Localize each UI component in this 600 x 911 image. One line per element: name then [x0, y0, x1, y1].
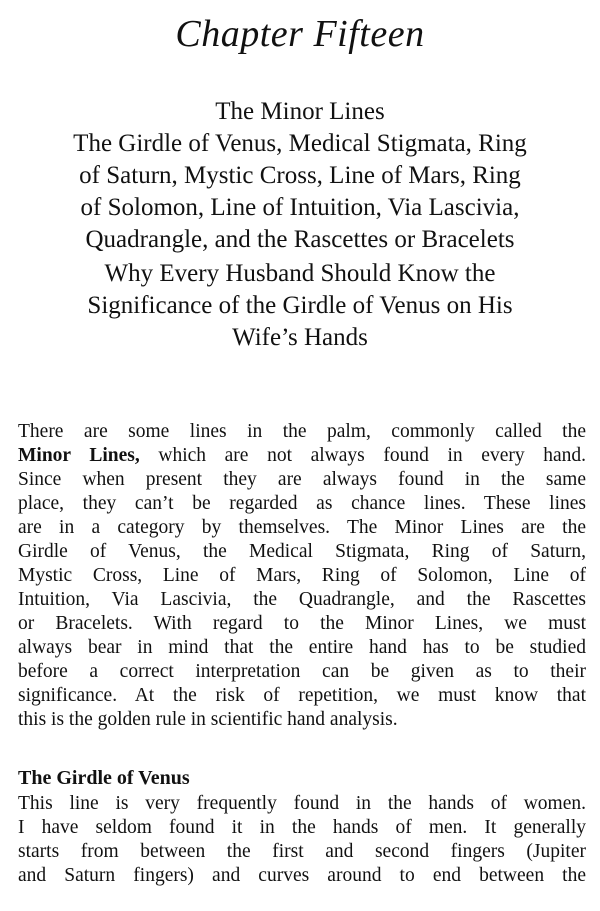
paragraph-line: Girdle of Venus, the Medical Stigmata, Ring of Saturn, [18, 541, 586, 562]
paragraph-line: This line is very frequently found in the hands of women. [18, 793, 586, 814]
subheading-line: Significance of the Girdle of Venus on His [87, 292, 513, 319]
heading-line: of Saturn, Mystic Cross, Line of Mars, Ring [79, 162, 521, 189]
paragraph-line: always bear in mind that the entire hand has to be studied [18, 637, 586, 658]
paragraph-line: starts from between the first and second fingers (Jupiter [18, 841, 586, 862]
subheading-line: Wife’s Hands [232, 324, 368, 351]
chapter-title: Chapter Fifteen [175, 13, 425, 55]
chapter-subheading [0, 258, 600, 354]
heading-line: The Minor Lines [215, 98, 385, 125]
chapter-heading [0, 96, 600, 256]
paragraph-line: significance. At the risk of repetition, we must know that [18, 685, 586, 706]
section-heading: The Girdle of Venus [18, 767, 190, 789]
intro-paragraph [18, 420, 586, 732]
paragraph-line: There are some lines in the palm, commonly called the [18, 421, 586, 442]
paragraph-line: Mystic Cross, Line of Mars, Ring of Solomon, Line of [18, 565, 586, 586]
paragraph-line: place, they can’t be regarded as chance lines. These lines [18, 493, 586, 514]
paragraph-line: before a correct interpretation can be given as to their [18, 661, 586, 682]
paragraph-line: Since when present they are always found in the same [18, 469, 586, 490]
minor-lines-term: Minor Lines, [18, 445, 140, 466]
paragraph-line-rest: which are not always found in every hand. [139, 445, 586, 466]
paragraph-line: this is the golden rule in scientific hand analysis. [18, 709, 398, 730]
subheading-line: Why Every Husband Should Know the [104, 260, 496, 287]
paragraph-line: or Bracelets. With regard to the Minor Lines, we must [18, 613, 586, 634]
paragraph-line: I have seldom found it in the hands of men. It generally [18, 817, 586, 838]
heading-line: of Solomon, Line of Intuition, Via Lascivia, [80, 194, 520, 221]
section-paragraph [18, 792, 586, 888]
heading-line: Quadrangle, and the Rascettes or Bracelets [85, 226, 515, 253]
paragraph-line: Intuition, Via Lascivia, the Quadrangle, and the Rascettes [18, 589, 586, 610]
paragraph-line [18, 444, 586, 468]
paragraph-line: are in a category by themselves. The Minor Lines are the [18, 517, 586, 538]
heading-line: The Girdle of Venus, Medical Stigmata, Ring [73, 130, 527, 157]
paragraph-line: and Saturn fingers) and curves around to end between the [18, 865, 586, 886]
